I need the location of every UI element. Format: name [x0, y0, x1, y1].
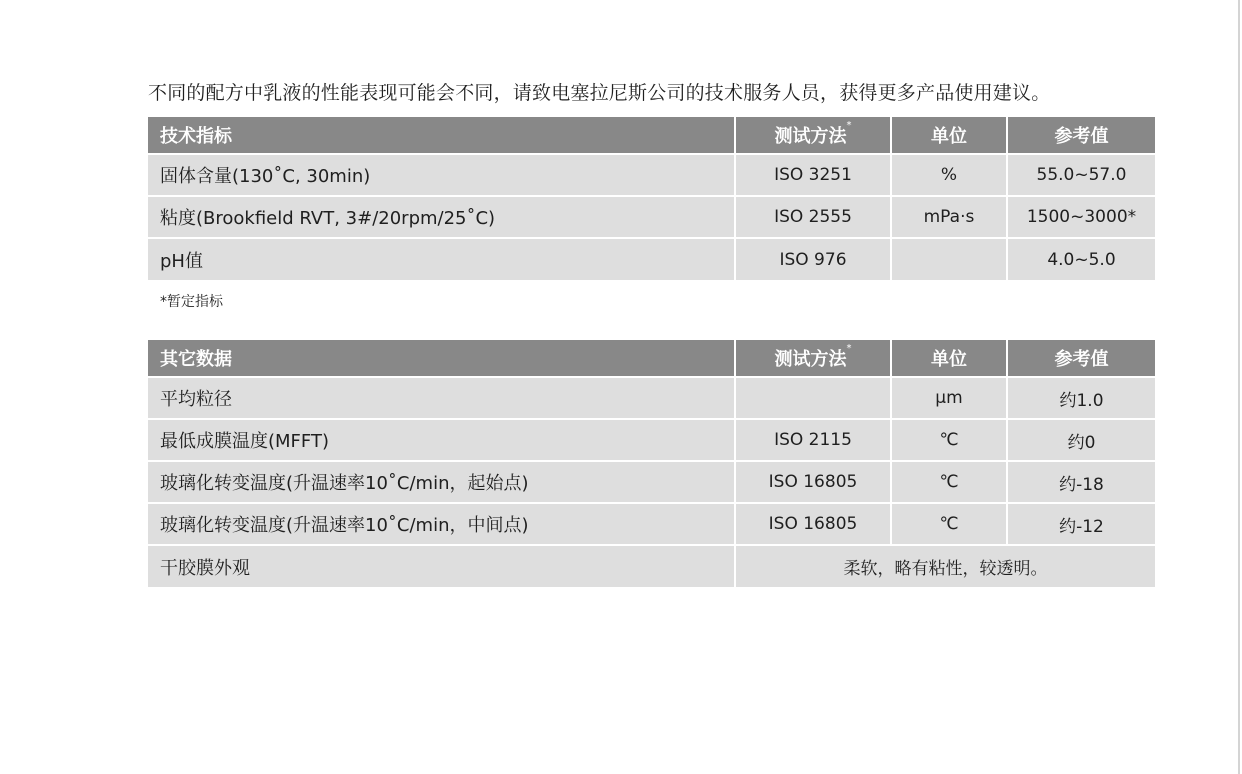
- table-row: [148, 238, 1155, 280]
- data-unit: μm: [891, 377, 1007, 419]
- appearance-item: 干胶膜外观: [148, 545, 735, 587]
- data-method: ISO 2115: [735, 419, 891, 461]
- spec-value: 55.0~57.0: [1007, 154, 1155, 196]
- header-method: [735, 117, 891, 154]
- header-unit: 单位: [891, 117, 1007, 154]
- table-header-row: [148, 117, 1155, 154]
- header-other-data: 其它数据: [148, 340, 735, 377]
- data-unit: ℃: [891, 419, 1007, 461]
- data-value: 约1.0: [1007, 377, 1155, 419]
- header-value: 参考值: [1007, 117, 1155, 154]
- spec-method: ISO 3251: [735, 154, 891, 196]
- data-method: ISO 16805: [735, 503, 891, 545]
- spec-unit: [891, 238, 1007, 280]
- table-row: [148, 377, 1155, 419]
- header-method-label: 测试方法: [774, 126, 847, 147]
- spec-unit: mPa·s: [891, 196, 1007, 238]
- spec-item: 固体含量(130˚C, 30min): [148, 154, 735, 196]
- spec-item: 粘度(Brookfield RVT, 3#/20rpm/25˚C): [148, 196, 735, 238]
- data-method: [735, 377, 891, 419]
- data-unit: ℃: [891, 461, 1007, 503]
- spec-value: 1500~3000*: [1007, 196, 1155, 238]
- table-row: [148, 503, 1155, 545]
- data-value: 约-18: [1007, 461, 1155, 503]
- data-item: 玻璃化转变温度(升温速率10˚C/min，起始点): [148, 461, 735, 503]
- table-header-row: [148, 340, 1155, 377]
- data-item: 平均粒径: [148, 377, 735, 419]
- table-row: [148, 419, 1155, 461]
- header-value: 参考值: [1007, 340, 1155, 377]
- header-spec: 技术指标: [148, 117, 735, 154]
- other-data-table: [148, 340, 1155, 587]
- table-row-appearance: [148, 545, 1155, 587]
- table-row: [148, 154, 1155, 196]
- header-method-mark: *: [846, 120, 852, 131]
- data-unit: ℃: [891, 503, 1007, 545]
- header-method-mark: *: [846, 343, 852, 354]
- spec-unit: %: [891, 154, 1007, 196]
- data-value: 约-12: [1007, 503, 1155, 545]
- intro-text: 不同的配方中乳液的性能表现可能会不同，请致电塞拉尼斯公司的技术服务人员，获得更多产品使用建议。: [148, 82, 1051, 104]
- page-edge-divider: [1238, 0, 1240, 774]
- spec-method: ISO 2555: [735, 196, 891, 238]
- header-unit: 单位: [891, 340, 1007, 377]
- tentative-spec-note: *暂定指标: [160, 294, 223, 310]
- technical-spec-table: [148, 117, 1155, 280]
- data-item: 玻璃化转变温度(升温速率10˚C/min，中间点): [148, 503, 735, 545]
- spec-item: pH值: [148, 238, 735, 280]
- table-row: [148, 196, 1155, 238]
- header-method-label: 测试方法: [774, 349, 847, 370]
- spec-value: 4.0~5.0: [1007, 238, 1155, 280]
- header-method: [735, 340, 891, 377]
- spec-method: ISO 976: [735, 238, 891, 280]
- data-item: 最低成膜温度(MFFT): [148, 419, 735, 461]
- data-value: 约0: [1007, 419, 1155, 461]
- appearance-value: 柔软，略有粘性，较透明。: [735, 545, 1155, 587]
- table-row: [148, 461, 1155, 503]
- data-method: ISO 16805: [735, 461, 891, 503]
